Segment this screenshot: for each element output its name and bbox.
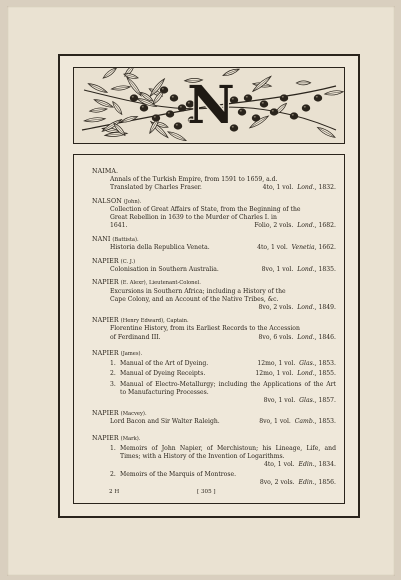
olive-highlight bbox=[132, 96, 134, 98]
olive-highlight bbox=[180, 106, 182, 108]
entry-place: Venetia, bbox=[291, 243, 317, 251]
entry-place: Lond., bbox=[297, 333, 317, 341]
leaf-outline bbox=[102, 68, 118, 80]
olive-berry bbox=[178, 104, 186, 111]
olive-leaf bbox=[93, 98, 113, 109]
entry-year: 1662. bbox=[318, 243, 336, 251]
leaf-vein bbox=[89, 84, 106, 92]
catalogue-entry bbox=[92, 410, 336, 426]
entry-place: Lond., bbox=[297, 222, 317, 230]
entry-year: 1856. bbox=[318, 479, 336, 487]
olive-berry bbox=[260, 100, 268, 107]
entry-place: Lond., bbox=[297, 184, 317, 192]
author-qualifier: (Henry Edward), Captain. bbox=[120, 318, 189, 325]
olive-highlight bbox=[282, 96, 284, 98]
entry-place: Lond., bbox=[297, 265, 317, 273]
author-qualifier: (James). bbox=[120, 350, 143, 357]
entry-year: 1846. bbox=[318, 333, 336, 341]
author-name: NAPIER bbox=[92, 410, 119, 418]
entry-publication-line bbox=[92, 304, 336, 312]
entry-place: Edin., bbox=[298, 461, 317, 469]
olive-berry bbox=[252, 114, 260, 121]
olive-berry bbox=[160, 86, 168, 93]
entry-title: Lord Bacon and Sir Walter Raleigh. bbox=[110, 418, 220, 426]
entry-year: 1849. bbox=[318, 303, 336, 311]
entry-place: Edin., bbox=[298, 479, 317, 487]
olive-highlight bbox=[292, 114, 294, 116]
olive-berry bbox=[174, 122, 182, 129]
catalogue-entry bbox=[92, 258, 336, 274]
olive-leaf bbox=[111, 85, 130, 91]
olive-berry bbox=[166, 110, 174, 117]
entry-title: Collection of Great Affairs of State, from the Beginning of the bbox=[110, 205, 301, 213]
entry-format: 8vo, 1 vol. bbox=[259, 418, 291, 426]
entry-format: 8vo, 2 vols. bbox=[258, 303, 294, 311]
leaf-vein bbox=[169, 132, 186, 140]
page-frame bbox=[58, 54, 360, 518]
olive-berry bbox=[290, 112, 298, 119]
catalogue-entry bbox=[92, 435, 336, 488]
author-name: NAPIER bbox=[92, 317, 119, 325]
author-qualifier: (C. J.) bbox=[120, 258, 136, 265]
entry-format: 12mo, 1 vol. bbox=[257, 359, 296, 367]
olive-berry bbox=[152, 114, 160, 121]
item-title: Manual of Dyeing Receipts. bbox=[120, 370, 206, 378]
entry-format: 4to, 1 vol. bbox=[262, 184, 294, 192]
olive-highlight bbox=[172, 96, 174, 98]
leaf-vein bbox=[138, 99, 156, 106]
olive-berry bbox=[244, 94, 252, 101]
author-name: NALSON bbox=[92, 197, 122, 205]
decorative-header-banner bbox=[73, 67, 345, 144]
catalogue-entry bbox=[92, 350, 336, 405]
olive-highlight bbox=[262, 102, 264, 104]
olive-berry bbox=[140, 104, 148, 111]
entry-title-continued: Translated by Charles Fraser. bbox=[110, 184, 202, 192]
entries-list bbox=[92, 168, 336, 493]
author-qualifier: (Battista). bbox=[112, 236, 139, 243]
list-item bbox=[92, 381, 336, 405]
initial-letter-box bbox=[187, 75, 235, 136]
olive-highlight bbox=[154, 116, 156, 118]
author-name: NAPIER bbox=[92, 434, 119, 442]
entry-format: Folio, 2 vols. bbox=[254, 222, 294, 230]
entry-publication-line bbox=[92, 244, 336, 252]
olive-berry bbox=[302, 104, 310, 111]
entry-title: Annals of the Turkish Empire, from 1591 to 1659, a.d. bbox=[110, 176, 278, 184]
entry-title-continued: 1641. bbox=[110, 222, 128, 230]
author-name: NAIMA. bbox=[92, 168, 119, 175]
olive-highlight bbox=[272, 110, 274, 112]
olive-highlight bbox=[240, 110, 242, 112]
olive-berry bbox=[270, 108, 278, 115]
olive-berry bbox=[170, 94, 178, 101]
item-number: 1. bbox=[110, 359, 116, 367]
olive-berry bbox=[130, 94, 138, 101]
signature-mark: 2 H bbox=[109, 489, 120, 495]
author-name: NAPIER bbox=[92, 279, 119, 287]
olive-highlight bbox=[254, 116, 256, 118]
entry-place: Glas., bbox=[299, 396, 317, 404]
entry-format: 4to, 1 vol. bbox=[257, 243, 288, 251]
author-name: NAPIER bbox=[92, 349, 119, 357]
list-item bbox=[92, 471, 336, 487]
entry-year: 1855. bbox=[318, 370, 336, 378]
entry-year: 1835. bbox=[318, 265, 336, 273]
olive-leaf bbox=[111, 100, 123, 115]
catalogue-entry bbox=[92, 236, 336, 252]
entry-title: Florentine History, from its Earliest Records to the Accession bbox=[110, 325, 300, 333]
list-item bbox=[92, 445, 336, 469]
entry-year: 1682. bbox=[318, 222, 336, 230]
author-qualifier: (E. Alexr), Lieutenant-Colonel. bbox=[120, 280, 201, 287]
entry-publication-line bbox=[92, 334, 336, 342]
entry-publication-line bbox=[92, 418, 336, 426]
entry-place: Camb., bbox=[294, 418, 317, 426]
item-title: Manual of Electro-Metallurgy; including the Applications of the Art to Manufacturing Processes. bbox=[120, 380, 336, 396]
olive-leaf bbox=[316, 126, 336, 140]
olive-highlight bbox=[304, 106, 306, 108]
olive-highlight bbox=[316, 96, 318, 98]
entry-title-continued: of Ferdinand III. bbox=[110, 333, 161, 341]
entry-format: 8vo, 6 vols. bbox=[258, 333, 294, 341]
page-number: [ 305 ] bbox=[197, 489, 216, 495]
catalogue-entry bbox=[92, 279, 336, 311]
leaf-vein bbox=[318, 128, 334, 137]
item-title: Memoirs of the Marquis of Montrose. bbox=[120, 471, 237, 479]
item-title: Manual of the Art of Dyeing. bbox=[120, 359, 209, 367]
item-title: Memoirs of John Napier, of Merchistoun; his Lineage, Life, and Times; with a History of the Invention of Logarithms. bbox=[120, 444, 336, 460]
item-number: 2. bbox=[110, 471, 116, 479]
catalogue-entry bbox=[92, 168, 336, 192]
olive-leaf bbox=[167, 130, 187, 143]
entry-title: Historia della Republica Veneta. bbox=[110, 243, 210, 251]
list-item bbox=[92, 360, 336, 368]
catalogue-text-box bbox=[73, 154, 345, 504]
entry-publication-line bbox=[92, 184, 336, 192]
leaf-vein bbox=[104, 68, 116, 77]
list-item bbox=[92, 370, 336, 378]
olive-highlight bbox=[246, 96, 248, 98]
item-number: 1. bbox=[110, 444, 116, 452]
item-number: 3. bbox=[110, 380, 116, 388]
item-number: 2. bbox=[110, 370, 116, 378]
entry-title: Excursions in Southern Africa; including a History of the bbox=[110, 287, 286, 295]
entry-title-continued: Cape Colony, and an Account of the Native Tribes, &c. bbox=[110, 295, 279, 303]
olive-highlight bbox=[162, 88, 164, 90]
entry-format: 8vo, 2 vols. bbox=[259, 479, 295, 487]
olive-leaf bbox=[296, 81, 311, 85]
entry-format: 4to, 1 vol. bbox=[263, 461, 295, 469]
olive-leaf bbox=[324, 90, 343, 96]
catalogue-entry bbox=[92, 198, 336, 230]
leaf-vein bbox=[113, 102, 121, 113]
entry-place: Lond., bbox=[297, 370, 317, 378]
olive-leaf bbox=[102, 68, 118, 80]
olive-leaf bbox=[84, 117, 106, 123]
entry-year: 1857. bbox=[318, 396, 336, 404]
author-name: NANI bbox=[92, 235, 111, 243]
olive-highlight bbox=[168, 112, 170, 114]
catalogue-page bbox=[7, 6, 395, 576]
initial-letter: N bbox=[187, 75, 235, 136]
olive-leaf bbox=[89, 107, 107, 113]
olive-highlight bbox=[176, 124, 178, 126]
entry-year: 1832. bbox=[318, 184, 336, 192]
entry-year: 1853. bbox=[318, 359, 336, 367]
entry-title-continued: Great Rebellion in 1639 to the Murder of Charles I. in bbox=[110, 214, 277, 222]
entry-place: Lond., bbox=[297, 303, 317, 311]
catalogue-entry bbox=[92, 317, 336, 341]
entry-year: 1834. bbox=[318, 461, 336, 469]
author-qualifier: (John). bbox=[123, 198, 142, 205]
olive-berry bbox=[314, 94, 322, 101]
entry-place: Glas., bbox=[299, 359, 317, 367]
olive-highlight bbox=[142, 106, 144, 108]
entry-year: 1853. bbox=[318, 418, 336, 426]
olive-leaf bbox=[87, 82, 108, 94]
entry-publication-line bbox=[92, 222, 336, 230]
entry-format: 12mo, 1 vol. bbox=[255, 370, 294, 378]
olive-berry bbox=[280, 94, 288, 101]
author-qualifier: (Mark). bbox=[120, 435, 141, 442]
entry-format: 8vo, 1 vol. bbox=[261, 265, 294, 273]
author-name: NAPIER bbox=[92, 257, 119, 265]
entry-publication-line bbox=[92, 266, 336, 274]
author-qualifier: (Macvey). bbox=[120, 411, 147, 418]
olive-berry bbox=[238, 108, 246, 115]
entry-format: 8vo, 1 vol. bbox=[263, 396, 296, 404]
entry-title: Colonisation in Southern Australia. bbox=[110, 265, 219, 273]
